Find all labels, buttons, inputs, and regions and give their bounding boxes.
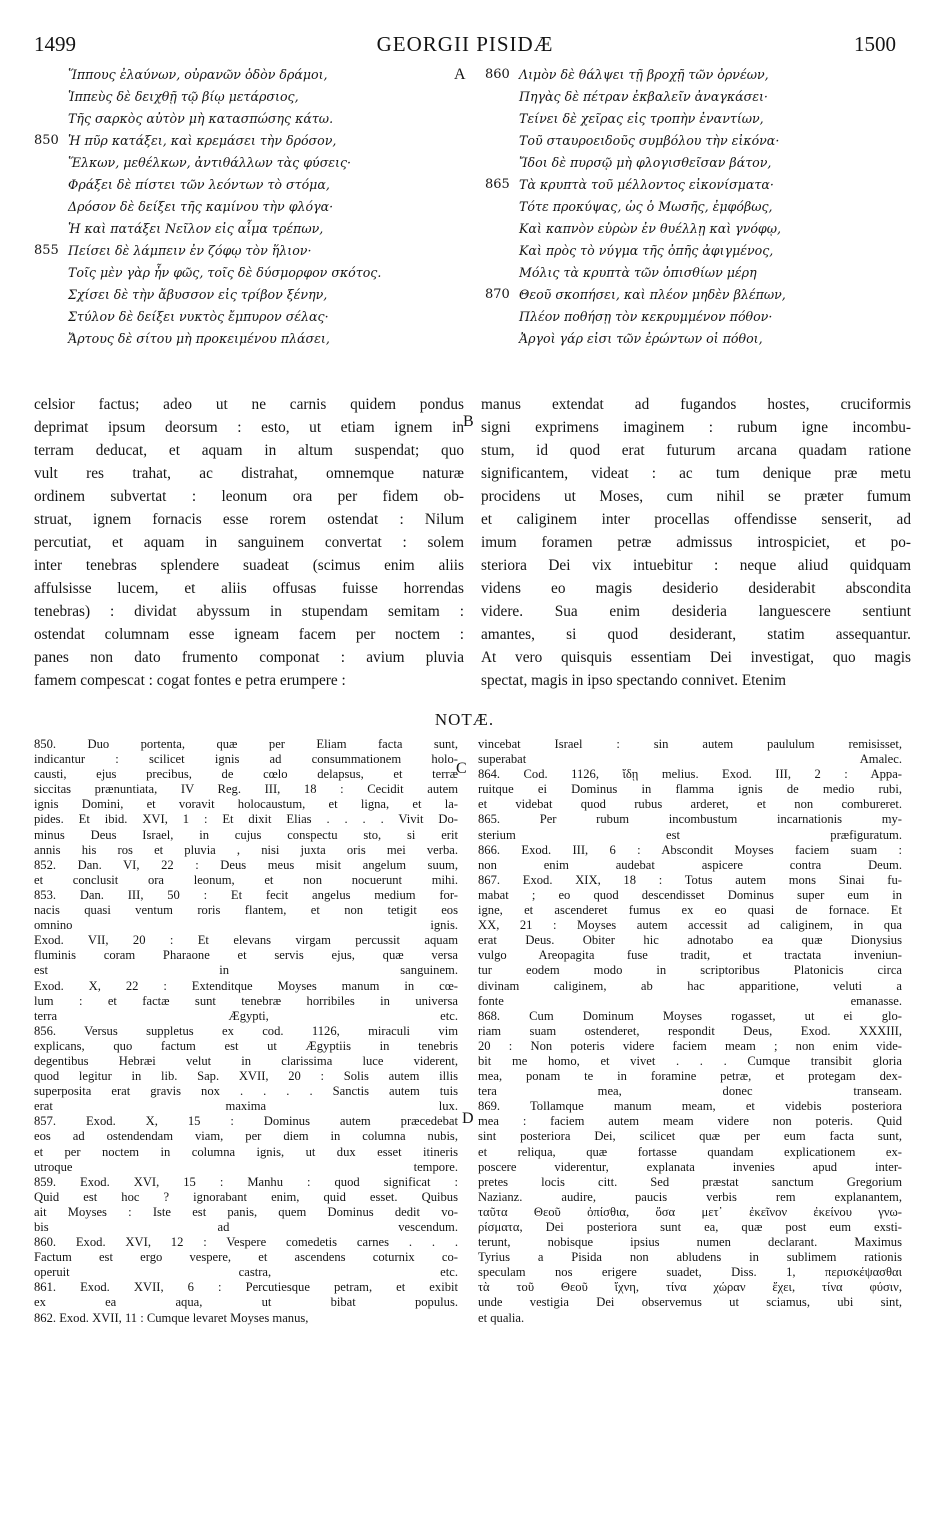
verse-line	[519, 262, 899, 284]
note-line: ρίσματα, Dei posteriora sunt ea, quæ post eum exsti-	[478, 1220, 902, 1234]
note-line: mea : faciem autem meam videre non poteris. Quid	[478, 1114, 902, 1129]
verse-text: Τοῖς μὲν γὰρ ἦν φῶς, τοῖς δὲ δύσμορφον σκότος.	[68, 265, 382, 280]
verse-text: Στύλον δὲ δείξει νυκτὸς ἔμπυρον σέλας·	[68, 309, 329, 324]
latin-line: steriora Dei vix intuebitur : neque aliud quidquam	[481, 557, 911, 574]
note-line: annis his ros et pluvia , nisi juxta oris mei verba.	[34, 842, 458, 857]
verse-text: Μόλις τὰ κρυπτὰ τῶν ὀπισθίων μέρη	[519, 265, 757, 280]
note-line: eos ad ostendendam viam, per diem in columna nubis,	[34, 1129, 458, 1144]
verse-line	[519, 218, 899, 240]
note-line: superposita erat gravis nox . . . . Sanctis autem tuis	[34, 1084, 458, 1099]
verse-text: Λιμὸν δὲ θάλψει τῇ βροχῇ τῶν ὀρνέων,	[519, 67, 769, 82]
note-line: terunt, nobisque ipsius numen declarant. Maximus	[478, 1235, 902, 1250]
column-marker-a: A	[454, 66, 466, 83]
note-line: degentibus Hebræi velut in clarissima luce viderent,	[34, 1053, 458, 1068]
note-line: 865. Per rubum incombustum incarnationis my-	[478, 812, 902, 827]
note-line: speculam nos erigere suadet, Diss. 1, περισκέψασθαι	[478, 1265, 902, 1280]
note-line: ruitque ei Dominus in flamma ignis de medio rubi,	[478, 782, 902, 797]
verse-line	[485, 64, 899, 86]
verse-line	[519, 328, 899, 350]
note-line: unde vestigia Dei observemus ut sciamus, ubi sint,	[478, 1295, 902, 1310]
greek-verse-right	[485, 64, 899, 372]
note-line: et reliqua, quæ fortasse quandam explicationem ex-	[478, 1144, 902, 1159]
note-line: Exod. VII, 20 : Et elevans virgam percussit aquam	[34, 933, 458, 948]
note-line: Tyrius a Pisida non abludens in sublimem rationis	[478, 1250, 902, 1265]
latin-line: spectat, magis in ipso spectando connivet. Etenim	[481, 672, 787, 689]
note-line: sint posteriora Dei, scilicet quæ per eum facta sunt,	[478, 1129, 902, 1144]
note-line: operuit castra, etc.	[34, 1265, 458, 1280]
verse-text: Ἕλκων, μεθέλκων, ἀντιθάλλων τὰς φύσεις·	[68, 155, 352, 170]
note-line: igne, et ascenderet fumus ex eo quasi de fornace. Et	[478, 903, 902, 918]
verse-number: 850	[34, 133, 59, 148]
running-title: GEORGII PISIDÆ	[376, 32, 554, 56]
verse-text: Ἵππους ἐλαύνων, οὐρανῶν ὁδὸν δράμοι,	[68, 67, 328, 82]
greek-verse-left	[34, 64, 448, 372]
latin-line: deprimat ipsum deorsum : esto, ut etiam ignem in	[34, 419, 464, 436]
note-line: 869. Tollamque manum meam, et videbis posteriora	[478, 1099, 902, 1114]
latin-line: manus extendat ad fugandos hostes, cruciformis	[481, 396, 911, 413]
verse-line	[485, 284, 899, 306]
latin-translation-left	[34, 393, 464, 692]
latin-line: percutiat, et aquam in sanguinem convertat : solem	[34, 534, 464, 551]
latin-line: vult res trahat, ac distrahat, omnemque naturæ	[34, 465, 464, 482]
latin-line: stum, id quod erat futurum arcana quadam ratione	[481, 442, 911, 459]
verse-text: Τῆς σαρκὸς αὐτὸν μὴ κατασπώσης κάτω.	[68, 111, 334, 126]
note-line: mabat ; eo quod descendisset Dominus super eum in	[478, 887, 902, 902]
verse-line	[519, 108, 899, 130]
note-line: Quid est hoc ? ignorabant enim, quid esset. Quibus	[34, 1189, 458, 1204]
verse-text: Καὶ καπνὸν εὑρὼν ἐν θυέλλῃ καὶ γνόφῳ,	[519, 221, 782, 236]
note-line: 853. Dan. III, 50 : Et fecit angelus medium for-	[34, 887, 458, 902]
verse-line	[519, 196, 899, 218]
verse-line	[34, 130, 448, 152]
verse-line	[519, 152, 899, 174]
note-line: ait Moyses : Iste est panis, quem Dominus dedit vo-	[34, 1204, 458, 1219]
verse-text: Θεοῦ σκοπήσει, καὶ πλέον μηδὲν βλέπων,	[519, 287, 786, 302]
note-line: 868. Cum Dominum Moyses rogasset, ut ei glo-	[478, 1008, 902, 1023]
note-line: indicantur : scilicet ignis ad consummationem holo-	[34, 752, 458, 767]
verse-line	[519, 306, 899, 328]
note-line: siccitas prænuntiata, IV Reg. III, 18 : Cecidit autem	[34, 782, 458, 797]
note-line: tera mea, donec transeam.	[478, 1084, 902, 1099]
note-line: causti, ejus precibus, de cœlo delapsus, et terræ	[34, 767, 458, 782]
verse-text: Τότε προκύψας, ὡς ὁ Μωσῆς, ἐμφόβως,	[519, 199, 773, 214]
verse-number: 855	[34, 243, 59, 258]
latin-line: terram deducat, et aquam in altum suspendat; quo	[34, 442, 464, 459]
verse-line	[68, 284, 448, 306]
latin-line: struat, ignem fornacis esse rorem ostendat : Nilum	[34, 511, 464, 528]
note-line: fluminis coram Pharaone et servis ejus, quæ versa	[34, 948, 458, 963]
verse-line	[519, 240, 899, 262]
note-line: 866. Exod. III, 6 : Abscondit Moyses faciem suam :	[478, 842, 902, 857]
verse-line	[519, 86, 899, 108]
note-line: XX, 21 : Moyses autem accessit ad caliginem, in qua	[478, 918, 902, 933]
verse-line	[68, 218, 448, 240]
note-line: Nazianz. audire, paucis verbis rem explanantem,	[478, 1189, 902, 1204]
verse-text: Καὶ πρὸς τὸ νύγμα τῆς ὀπῆς ἀφιγμένος,	[519, 243, 774, 258]
latin-line: affulsisse lucem, et aliis offusas fuisse horrendas	[34, 580, 464, 597]
note-line: superabat Amalec.	[478, 752, 902, 767]
note-line: ταῦτα Θεοῦ ὀπίσθια, ὅσα μετ᾽ ἐκεῖνον ἐκείνου γνω-	[478, 1204, 902, 1219]
latin-line: significantem, videat : ac tum denique præ metu	[481, 465, 911, 482]
verse-line	[68, 174, 448, 196]
verse-text: Ἱππεὺς δὲ δειχθῇ τῷ βίῳ μετάρσιος,	[68, 89, 299, 104]
note-line: ignis Domini, et voravit holocaustum, et ligna, et la-	[34, 797, 458, 812]
note-line: riam suam ostenderet, respondit Deus, Exod. XXXIII,	[478, 1023, 902, 1038]
verse-line	[68, 86, 448, 108]
note-line: erat maxima lux.	[34, 1099, 458, 1114]
column-marker-d: D	[462, 1110, 474, 1127]
note-line: divinam caliginem, ab hac apparitione, veluti a	[478, 978, 902, 993]
note-line: poscere viderentur, explanata invenies apud inter-	[478, 1159, 902, 1174]
note-line: utroque tempore.	[34, 1159, 458, 1174]
note-line: 867. Exod. XIX, 18 : Totus autem mons Sinai fu-	[478, 872, 902, 887]
note-line: 850. Duo portenta, quæ per Eliam facta sunt,	[34, 737, 458, 751]
verse-text: Ἄρτους δὲ σίτου μὴ προκειμένου πλάσει,	[68, 331, 330, 346]
note-line: explicans, quo factum est ut Ægyptiis in tenebris	[34, 1038, 458, 1053]
verse-line	[68, 196, 448, 218]
note-line: omnino ignis.	[34, 918, 458, 933]
latin-line: imum foramen petræ admissus introspiciet, et po-	[481, 534, 911, 551]
notes-column-right	[478, 737, 902, 1326]
latin-line: famem compescat : cogat fontes e petra erumpere :	[34, 672, 346, 689]
note-line: 864. Cod. 1126, ἴδῃ melius. Exod. III, 2 : Appa-	[478, 767, 902, 782]
note-line: est in sanguinem.	[34, 963, 458, 978]
note-line: 859. Exod. XVI, 15 : Manhu : quod significat :	[34, 1174, 458, 1189]
notes-column-left	[34, 737, 458, 1326]
note-line: minus Deus Israel, in cujus conspectu sto, si erit	[34, 827, 458, 842]
note-line: ex ea aqua, ut bibat populus.	[34, 1295, 458, 1310]
verse-line	[68, 108, 448, 130]
verse-text: Ἀργοὶ γάρ εἰσι τῶν ἐρώντων οἱ πόθοι,	[519, 331, 763, 346]
note-line: 860. Exod. XVI, 12 : Vespere comedetis carnes . . .	[34, 1235, 458, 1250]
verse-number: 865	[485, 177, 510, 192]
verse-text: Τείνει δὲ χεῖρας εἰς τροπὴν ἐναντίων,	[519, 111, 764, 126]
note-line: et qualia.	[478, 1310, 525, 1325]
latin-line: inter tenebras splendere suadeat (scimus enim aliis	[34, 557, 464, 574]
note-line: Exod. X, 22 : Extenditque Moyses manum in cœ-	[34, 978, 458, 993]
verse-line	[68, 64, 448, 86]
latin-line: et caliginem inter procellas offendisse senserit, ad	[481, 511, 911, 528]
verse-text: Ἡ πῦρ κατάξει, καὶ κρεμάσει τὴν δρόσον,	[68, 133, 337, 148]
note-line: pretes locis citt. Sed præstat sanctum Gregorium	[478, 1174, 902, 1189]
latin-line: amantes, si quod desiderant, statim assequantur.	[481, 626, 911, 643]
verse-text: Τὰ κρυπτὰ τοῦ μέλλοντος εἰκονίσματα·	[519, 177, 774, 192]
note-line: 862. Exod. XVII, 11 : Cumque levaret Moyses manus,	[34, 1310, 309, 1325]
note-line: nacis quasi ventum roris flantem, et non tetigit eos	[34, 903, 458, 918]
notes-heading: NOTÆ.	[434, 710, 495, 729]
verse-line	[68, 328, 448, 350]
verse-text: Πείσει δὲ λάμπειν ἐν ζόφῳ τὸν ἥλιον·	[68, 243, 312, 258]
verse-text: Σχίσει δὲ τὴν ἄβυσσον εἰς τρίβον ξένην,	[68, 287, 328, 302]
note-line: non enim audebat aspicere contra Deum.	[478, 857, 902, 872]
verse-line	[519, 130, 899, 152]
verse-text: Πηγὰς δὲ πέτραν ἐκβαλεῖν ἀναγκάσει·	[519, 89, 768, 104]
column-marker-b: B	[463, 413, 474, 430]
latin-line: videns eo magis desiderio desiderabit abscondita	[481, 580, 911, 597]
latin-line: panes non dato frumento componat : avium pluvia	[34, 649, 464, 666]
latin-line: videre. Sua enim desideria languescere sentiunt	[481, 603, 911, 620]
note-line: fonte emanasse.	[478, 993, 902, 1008]
verse-text: Τοῦ σταυροειδοῦς συμβόλου τὴν εἰκόνα·	[519, 133, 780, 148]
latin-line: ostendat columnam esse igneam facem per noctem :	[34, 626, 464, 643]
verse-text: Ἡ καὶ πατάξει Νεῖλον εἰς αἷμα τρέπων,	[68, 221, 324, 236]
latin-line: celsior factus; adeo ut ne carnis quidem pondus	[34, 396, 464, 413]
note-line: tur eodem modo in scriptoribus Platonicis circa	[478, 963, 902, 978]
note-line: sterium est præfiguratum.	[478, 827, 902, 842]
verse-line	[34, 240, 448, 262]
note-line: et per noctem in columna ignis, ut dux esset itineris	[34, 1144, 458, 1159]
note-line: 852. Dan. VI, 22 : Deus meus misit angelum suum,	[34, 857, 458, 872]
note-line: 20 : Non poteris videre faciem meam ; non enim vide-	[478, 1038, 902, 1053]
note-line: pides. Et ibid. XVI, 1 : Et dixit Elias . . . . Vivit Do-	[34, 812, 458, 827]
note-line: τὰ τοῦ Θεοῦ ἴχνη, τίνα χώραν ἔχει, τίνα φύσιν,	[478, 1280, 902, 1295]
verse-line	[68, 262, 448, 284]
note-line: vulgo Areopagita fuse tradit, et tractata inveniun-	[478, 948, 902, 963]
note-line: bit me homo, et vivet . . . Cumque transibit gloria	[478, 1053, 902, 1068]
latin-line: procidens ut Moses, cum nihil se præter fumum	[481, 488, 911, 505]
verse-text: Φράξει δὲ πίστει τῶν λεόντων τὸ στόμα,	[68, 177, 330, 192]
verse-line	[485, 174, 899, 196]
note-line: et conclusit ora leonum, et non nocuerunt mihi.	[34, 872, 458, 887]
note-line: mea, ponam te in foramine petræ, et protegam dex-	[478, 1069, 902, 1084]
note-line: Factum est ergo vespere, et ascendens coturnix co-	[34, 1250, 458, 1265]
note-line: bis ad vescendum.	[34, 1220, 458, 1234]
note-line: lum : et factæ sunt tenebræ horribiles in universa	[34, 993, 458, 1008]
verse-number: 870	[485, 287, 510, 302]
note-line: et videbat quod rubus arderet, et non combureret.	[478, 797, 902, 812]
left-page-number: 1499	[34, 32, 76, 56]
page-header	[34, 32, 896, 58]
latin-line: signi exprimens imaginem : rubum igne incombu-	[481, 419, 911, 436]
verse-text: Πλέον ποθήσῃ τὸν κεκρυμμένον πόθον·	[519, 309, 773, 324]
note-line: terra Ægypti, etc.	[34, 1008, 458, 1023]
verse-line	[68, 306, 448, 328]
note-line: 856. Versus suppletus ex cod. 1126, miraculi vim	[34, 1023, 458, 1038]
latin-line: tenebras) : dividat abyssum in stupendam semitam :	[34, 603, 464, 620]
latin-line: At vero quisquis essentiam Dei investigat, quo magis	[481, 649, 911, 666]
note-line: vincebat Israel : sin autem paululum remisisset,	[478, 737, 902, 751]
verse-text: Ἴδοι δὲ πυρσῷ μὴ φλογισθεῖσαν βάτον,	[519, 155, 772, 170]
verse-text: Δρόσον δὲ δείξει τῆς καμίνου τὴν φλόγα·	[68, 199, 334, 214]
verse-number: 860	[485, 67, 510, 82]
note-line: 857. Exod. X, 15 : Dominus autem præcedebat	[34, 1114, 458, 1129]
right-page-number: 1500	[854, 32, 896, 56]
note-line: erat Deus. Obiter hic adnotabo ea quæ Dionysius	[478, 933, 902, 948]
column-marker-c: C	[456, 760, 467, 777]
note-line: 861. Exod. XVII, 6 : Percutiesque petram, et exibit	[34, 1280, 458, 1295]
verse-line	[68, 152, 448, 174]
latin-line: ordinem subvertat : leonum ora per fidem ob-	[34, 488, 464, 505]
latin-translation-right	[481, 393, 911, 692]
note-line: quod legitur in lib. Sap. XVII, 20 : Solis autem illis	[34, 1069, 458, 1084]
